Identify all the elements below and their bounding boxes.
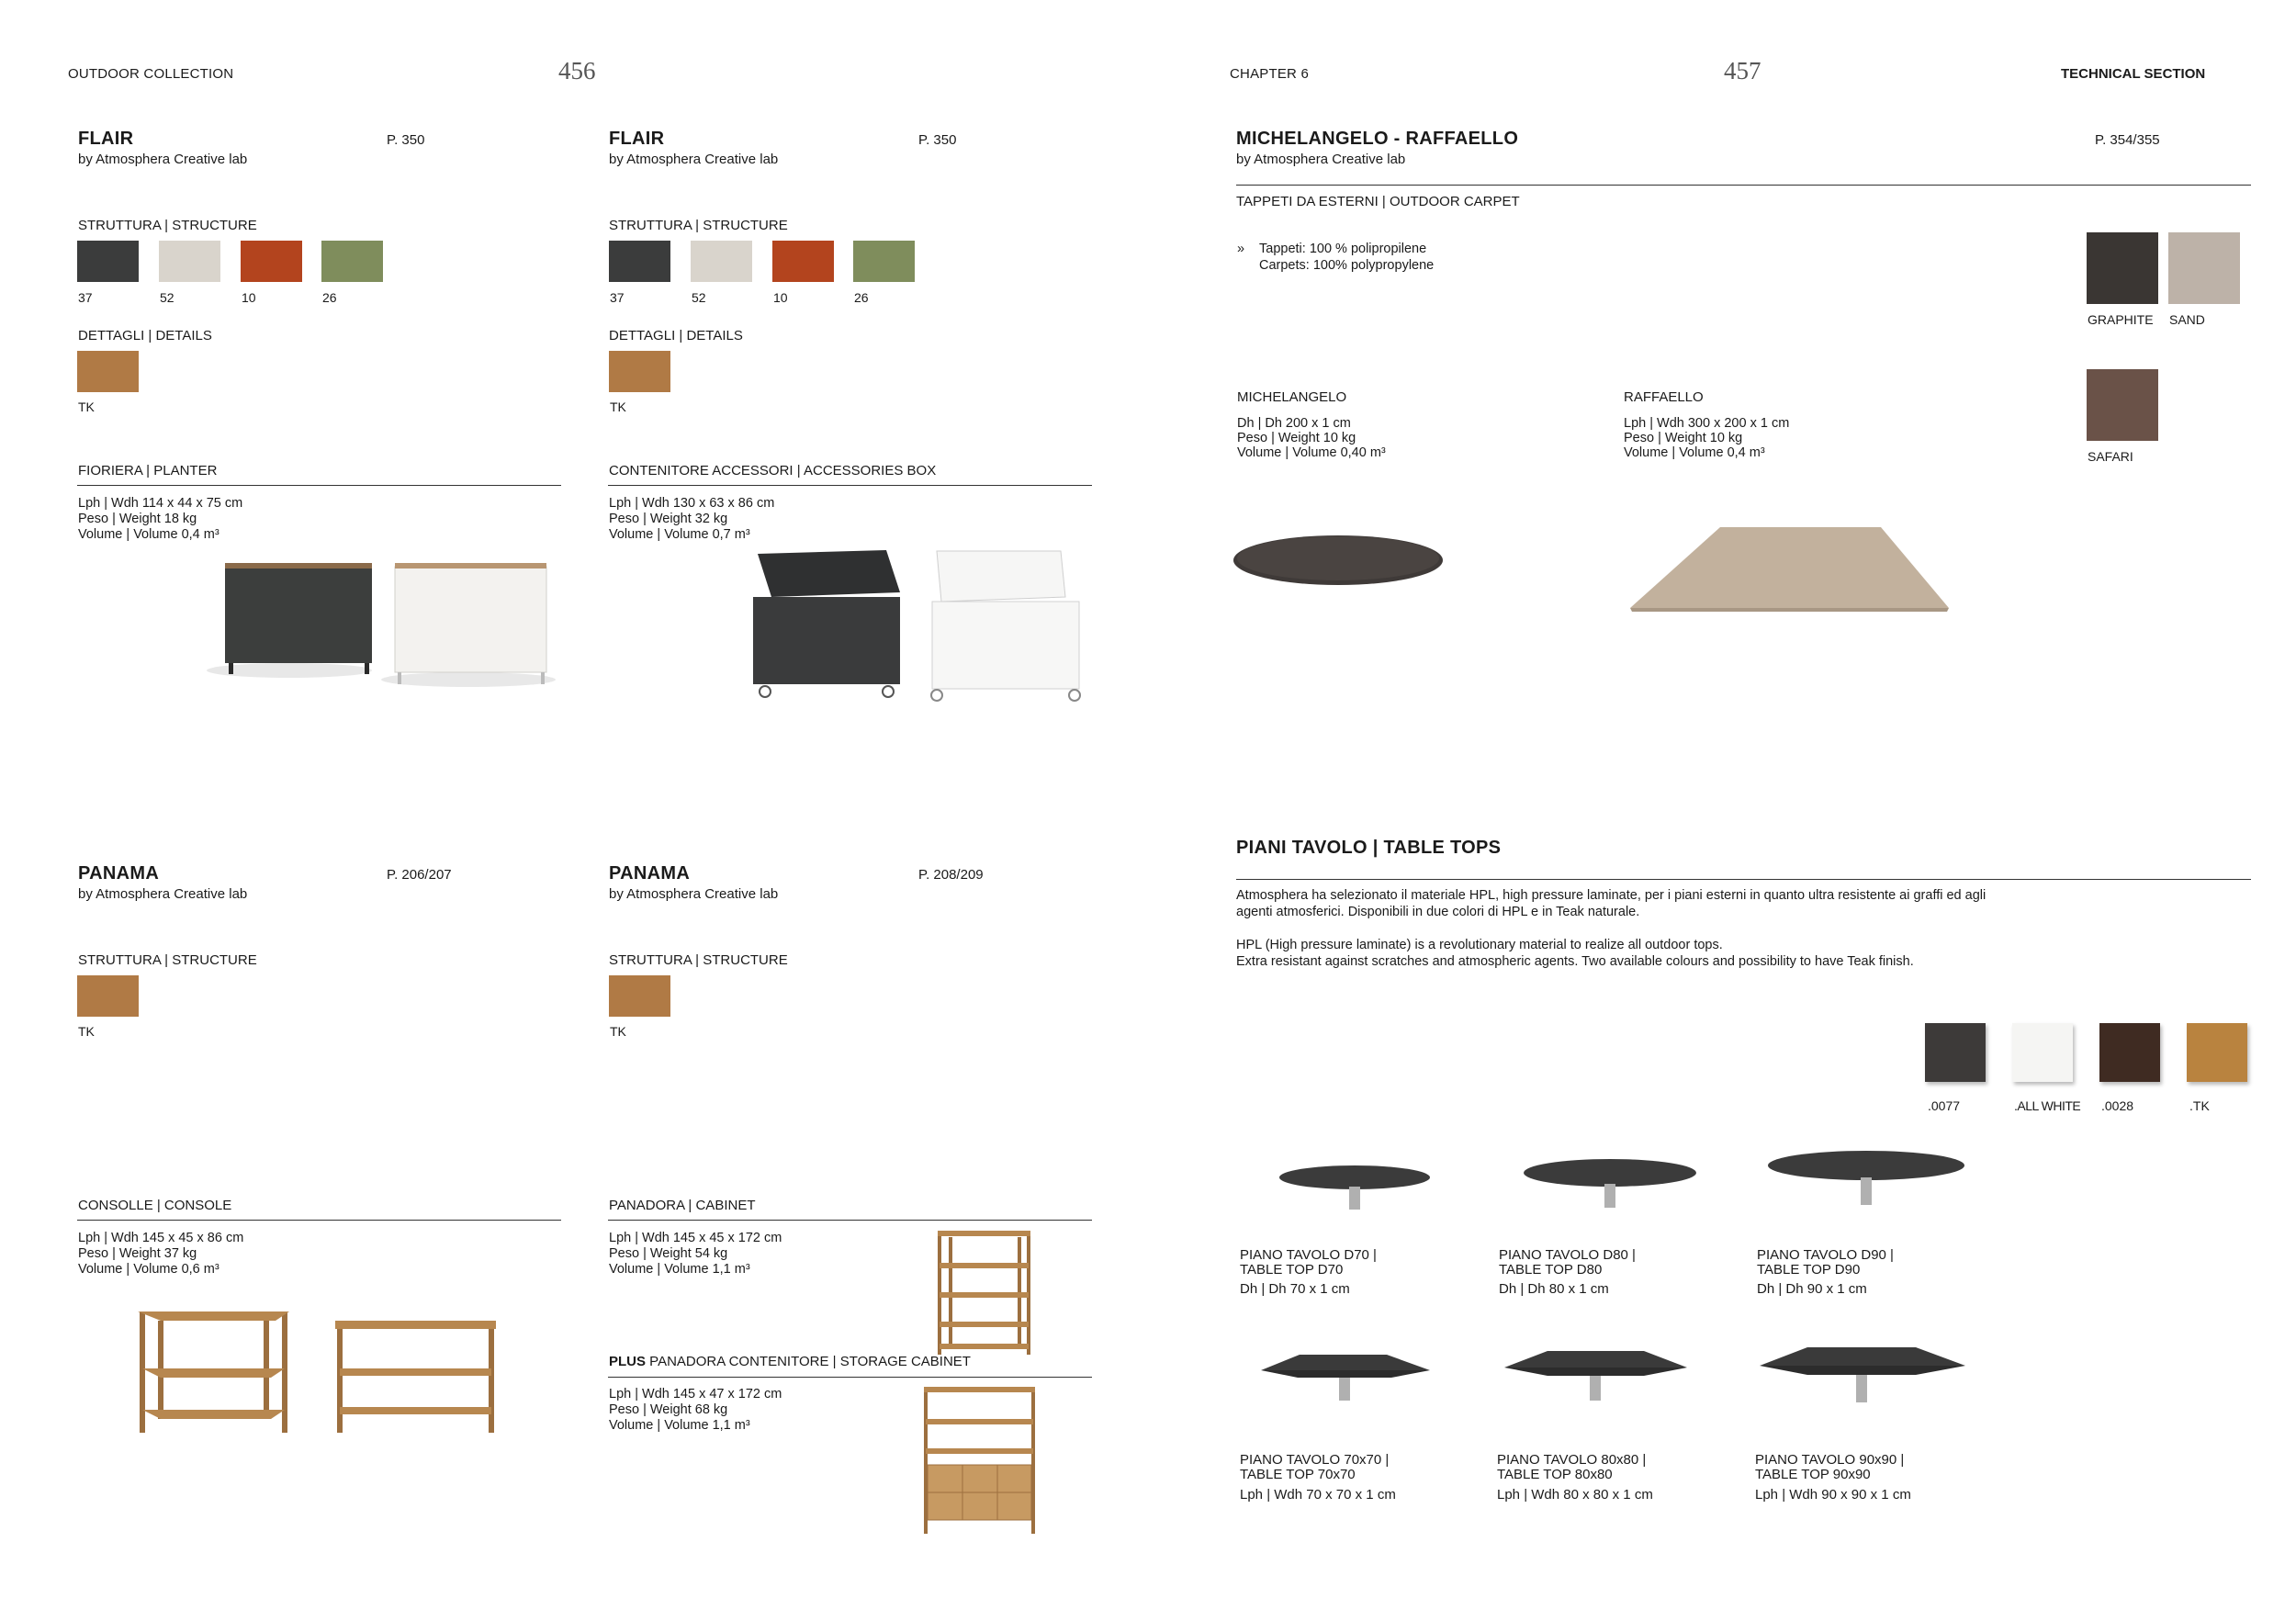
designer-credit: by Atmosphera Creative lab (609, 886, 779, 902)
page-reference: P. 350 (918, 132, 957, 148)
swatch-code: TK (78, 400, 95, 414)
chapter-label: CHAPTER 6 (1230, 66, 1309, 82)
section-label: TAPPETI DA ESTERNI | OUTDOOR CARPET (1236, 194, 1520, 209)
spec-dimensions: Dh | Dh 200 x 1 cm (1237, 416, 1351, 431)
square-table-top-70-image (1254, 1350, 1437, 1405)
finish-code: .0028 (2101, 1098, 2134, 1113)
divider (608, 1377, 1092, 1378)
finish-swatch (2099, 1023, 2160, 1082)
table-top-name: TABLE TOP 80x80 (1497, 1467, 1613, 1482)
console-image (129, 1304, 505, 1442)
planter-image (216, 556, 565, 703)
table-top-dims: Lph | Wdh 80 x 80 x 1 cm (1497, 1487, 1653, 1503)
swatch-code: TK (78, 1024, 95, 1039)
teak-swatch (609, 975, 670, 1017)
details-label: DETTAGLI | DETAILS (78, 328, 212, 343)
structure-label: STRUTTURA | STRUCTURE (78, 952, 257, 968)
square-table-top-80-image (1497, 1346, 1694, 1405)
table-top-name: PIANO TAVOLO D80 | (1499, 1247, 1636, 1263)
spec-weight: Peso | Weight 54 kg (609, 1246, 728, 1261)
teak-swatch (77, 351, 139, 392)
color-swatch (691, 241, 752, 282)
description-it-2: agenti atmosferici. Disponibili in due colori di HPL e in Teak naturale. (1236, 905, 1640, 919)
spec-weight: Peso | Weight 37 kg (78, 1246, 197, 1261)
swatch-code: TK (610, 400, 626, 414)
spec-volume: Volume | Volume 1,1 m³ (609, 1418, 750, 1433)
swatch-code: 37 (610, 290, 625, 305)
color-swatch (241, 241, 302, 282)
finish-code: .TK (2189, 1098, 2210, 1113)
spec-dimensions: Lph | Wdh 145 x 45 x 86 cm (78, 1231, 244, 1245)
swatch-name: GRAPHITE (2088, 312, 2154, 327)
spec-dimensions: Lph | Wdh 145 x 45 x 172 cm (609, 1231, 782, 1245)
plus-label: PLUS (609, 1354, 647, 1369)
carpet-name: MICHELANGELO (1237, 389, 1347, 405)
product-title: FLAIR (609, 129, 665, 149)
swatch-code: 26 (322, 290, 337, 305)
table-top-name: PIANO TAVOLO D70 | (1240, 1247, 1377, 1263)
teak-swatch (609, 351, 670, 392)
material-it: Tappeti: 100 % polipropilene (1259, 242, 1427, 256)
spec-weight: Peso | Weight 32 kg (609, 512, 728, 526)
page-reference: P. 206/207 (387, 867, 452, 883)
table-top-name: TABLE TOP D70 (1240, 1262, 1344, 1278)
table-top-dims: Lph | Wdh 90 x 90 x 1 cm (1755, 1487, 1911, 1503)
designer-credit: by Atmosphera Creative lab (1236, 152, 1406, 167)
swatch-code: 37 (78, 290, 93, 305)
divider (77, 1220, 561, 1221)
description-it-1: Atmosphera ha selezionato il materiale HPL, high pressure laminate, per i piani esterni in quanto ultra resistente ai graffi ed agli (1236, 888, 1986, 903)
details-label: DETTAGLI | DETAILS (609, 328, 743, 343)
product-name: PANADORA | CABINET (609, 1198, 756, 1213)
product-title: FLAIR (78, 129, 134, 149)
table-top-dims: Dh | Dh 80 x 1 cm (1499, 1281, 1609, 1297)
carpet-swatch-graphite (2087, 232, 2158, 304)
section-title: PIANI TAVOLO | TABLE TOPS (1236, 838, 1502, 858)
spec-volume: Volume | Volume 1,1 m³ (609, 1262, 750, 1277)
table-top-name: TABLE TOP 70x70 (1240, 1467, 1356, 1482)
table-top-name: TABLE TOP D90 (1757, 1262, 1861, 1278)
designer-credit: by Atmosphera Creative lab (609, 152, 779, 167)
swatch-code: 10 (242, 290, 256, 305)
divider (608, 485, 1092, 486)
bullet: » (1237, 242, 1245, 256)
table-top-name: PIANO TAVOLO D90 | (1757, 1247, 1894, 1263)
product-title: PANAMA (609, 863, 691, 884)
spec-dimensions: Lph | Wdh 300 x 200 x 1 cm (1624, 416, 1790, 431)
product-title: MICHELANGELO - RAFFAELLO (1236, 129, 1519, 149)
color-swatch (159, 241, 220, 282)
color-swatch (77, 241, 139, 282)
swatch-code: 10 (773, 290, 788, 305)
carpet-swatch-safari (2087, 369, 2158, 441)
section-title-right: TECHNICAL SECTION (2061, 66, 2206, 82)
structure-label: STRUTTURA | STRUCTURE (78, 218, 257, 233)
spec-volume: Volume | Volume 0,40 m³ (1237, 445, 1386, 460)
swatch-code: 26 (854, 290, 869, 305)
spec-dimensions: Lph | Wdh 145 x 47 x 172 cm (609, 1387, 782, 1401)
spec-dimensions: Lph | Wdh 130 x 63 x 86 cm (609, 496, 775, 511)
spec-weight: Peso | Weight 18 kg (78, 512, 197, 526)
plus-name: PANADORA CONTENITORE | STORAGE CABINET (646, 1354, 971, 1369)
divider (1236, 185, 2251, 186)
designer-credit: by Atmosphera Creative lab (78, 886, 248, 902)
finish-swatch (1925, 1023, 1986, 1082)
storage-cabinet-image (918, 1382, 1042, 1538)
finish-code: .ALL WHITE (2014, 1098, 2081, 1113)
spec-dimensions: Lph | Wdh 114 x 44 x 75 cm (78, 496, 243, 511)
table-top-name: PIANO TAVOLO 80x80 | (1497, 1452, 1647, 1468)
product-name: CONSOLLE | CONSOLE (78, 1198, 232, 1213)
plus-product-name (609, 1354, 971, 1369)
divider (1236, 879, 2251, 880)
description-en-1: HPL (High pressure laminate) is a revolutionary material to realize all outdoor tops. (1236, 938, 1723, 952)
structure-label: STRUTTURA | STRUCTURE (609, 952, 788, 968)
teak-swatch (77, 975, 139, 1017)
table-top-dims: Lph | Wdh 70 x 70 x 1 cm (1240, 1487, 1396, 1503)
carpet-swatch-sand (2168, 232, 2240, 304)
table-top-name: TABLE TOP 90x90 (1755, 1467, 1871, 1482)
divider (608, 1220, 1092, 1221)
round-table-top-d70-image (1272, 1159, 1437, 1214)
table-top-dims: Dh | Dh 70 x 1 cm (1240, 1281, 1350, 1297)
accessories-box-image (748, 546, 1097, 707)
raffaello-carpet-image (1626, 523, 1956, 615)
designer-credit: by Atmosphera Creative lab (78, 152, 248, 167)
color-swatch (321, 241, 383, 282)
swatch-code: 52 (160, 290, 174, 305)
finish-code: .0077 (1928, 1098, 1961, 1113)
swatch-code: 52 (692, 290, 706, 305)
color-swatch (853, 241, 915, 282)
page-number-left: 456 (558, 57, 596, 84)
spec-weight: Peso | Weight 10 kg (1237, 431, 1356, 445)
swatch-name: SAFARI (2088, 449, 2133, 464)
page-reference: P. 208/209 (918, 867, 984, 883)
divider (77, 485, 561, 486)
spec-volume: Volume | Volume 0,4 m³ (78, 527, 219, 542)
description-en-2: Extra resistant against scratches and atmospheric agents. Two available colours and possibility to have Teak finish. (1236, 954, 1914, 969)
table-top-name: PIANO TAVOLO 90x90 | (1755, 1452, 1905, 1468)
spec-weight: Peso | Weight 68 kg (609, 1402, 728, 1417)
table-top-name: TABLE TOP D80 (1499, 1262, 1603, 1278)
product-name: CONTENITORE ACCESSORI | ACCESSORIES BOX (609, 463, 937, 478)
material-en: Carpets: 100% polypropylene (1259, 258, 1435, 273)
spec-volume: Volume | Volume 0,7 m³ (609, 527, 750, 542)
page-reference: P. 354/355 (2095, 132, 2160, 148)
round-table-top-d80-image (1518, 1153, 1702, 1212)
page-number-right: 457 (1724, 57, 1761, 84)
michelangelo-carpet-image (1231, 523, 1446, 597)
cabinet-image (932, 1226, 1038, 1359)
swatch-name: SAND (2169, 312, 2205, 327)
section-title-left: OUTDOOR COLLECTION (68, 66, 234, 82)
table-top-dims: Dh | Dh 90 x 1 cm (1757, 1281, 1867, 1297)
color-swatch (772, 241, 834, 282)
finish-swatch (2012, 1023, 2073, 1082)
page-reference: P. 350 (387, 132, 425, 148)
square-table-top-90-image (1752, 1343, 1973, 1407)
carpet-name: RAFFAELLO (1624, 389, 1704, 405)
color-swatch (609, 241, 670, 282)
product-name: FIORIERA | PLANTER (78, 463, 218, 478)
spec-weight: Peso | Weight 10 kg (1624, 431, 1743, 445)
swatch-code: TK (610, 1024, 626, 1039)
table-top-name: PIANO TAVOLO 70x70 | (1240, 1452, 1390, 1468)
structure-label: STRUTTURA | STRUCTURE (609, 218, 788, 233)
finish-swatch (2187, 1023, 2247, 1082)
product-title: PANAMA (78, 863, 160, 884)
spec-volume: Volume | Volume 0,6 m³ (78, 1262, 219, 1277)
round-table-top-d90-image (1763, 1145, 1970, 1210)
spec-volume: Volume | Volume 0,4 m³ (1624, 445, 1765, 460)
